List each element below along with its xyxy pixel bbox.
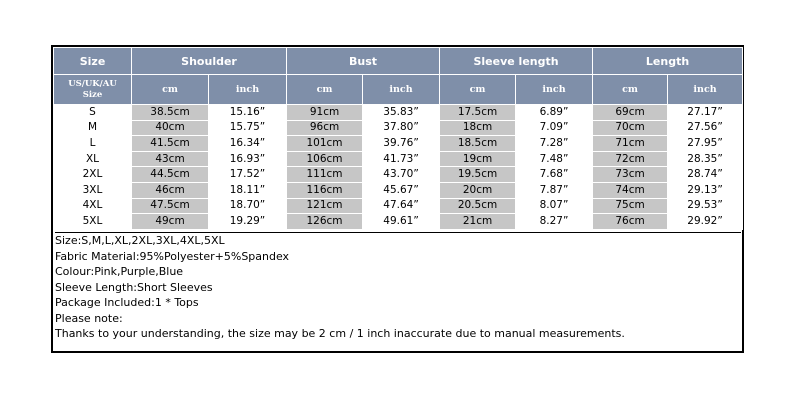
inch-cell: 45.67”	[363, 182, 440, 198]
inch-cell: 8.07”	[516, 198, 593, 214]
cm-cell: 20cm	[440, 182, 516, 198]
inch-cell: 7.48”	[516, 151, 593, 167]
inch-cell: 27.95”	[668, 136, 743, 152]
size-cell: XL	[54, 151, 132, 167]
cm-cell: 116cm	[287, 182, 363, 198]
table-row	[54, 182, 743, 198]
inch-cell: 47.64”	[363, 198, 440, 214]
cm-cell: 38.5cm	[132, 105, 209, 121]
cm-cell: 40cm	[132, 120, 209, 136]
unit-cm: cm	[440, 75, 516, 105]
header-row	[54, 48, 743, 75]
inch-cell: 28.35”	[668, 151, 743, 167]
cm-cell: 19.5cm	[440, 167, 516, 183]
cm-cell: 101cm	[287, 136, 363, 152]
inch-cell: 8.27”	[516, 214, 593, 230]
inch-cell: 49.61”	[363, 214, 440, 230]
table-row	[54, 105, 743, 121]
cm-cell: 46cm	[132, 182, 209, 198]
unit-inch: inch	[209, 75, 287, 105]
header-shoulder: Shoulder	[132, 48, 287, 75]
inch-cell: 27.17”	[668, 105, 743, 121]
cm-cell: 72cm	[593, 151, 668, 167]
cm-cell: 43cm	[132, 151, 209, 167]
cm-cell: 91cm	[287, 105, 363, 121]
unit-row	[54, 75, 743, 105]
inch-cell: 35.83”	[363, 105, 440, 121]
unit-inch: inch	[516, 75, 593, 105]
size-region-label-line1: US/UK/AU	[68, 78, 117, 89]
inch-cell: 27.56”	[668, 120, 743, 136]
cm-cell: 49cm	[132, 214, 209, 230]
size-table	[53, 47, 743, 230]
size-cell: 2XL	[54, 167, 132, 183]
unit-inch: inch	[363, 75, 440, 105]
inch-cell: 29.13”	[668, 182, 743, 198]
unit-cm: cm	[287, 75, 363, 105]
inch-cell: 15.16”	[209, 105, 287, 121]
cm-cell: 18cm	[440, 120, 516, 136]
inch-cell: 6.89”	[516, 105, 593, 121]
cm-cell: 111cm	[287, 167, 363, 183]
inch-cell: 29.53”	[668, 198, 743, 214]
inch-cell: 29.92”	[668, 214, 743, 230]
note-line: Please note:	[55, 311, 123, 325]
note-line: Colour:Pink,Purple,Blue	[55, 265, 184, 278]
size-cell: 3XL	[54, 182, 132, 198]
inch-cell: 17.52”	[209, 167, 287, 183]
cm-cell: 41.5cm	[132, 136, 209, 152]
inch-cell: 7.09”	[516, 120, 593, 136]
inch-cell: 43.70”	[363, 167, 440, 183]
cm-cell: 47.5cm	[132, 198, 209, 214]
table-row	[54, 198, 743, 214]
cm-cell: 106cm	[287, 151, 363, 167]
header-size: Size	[54, 48, 132, 75]
unit-cm: cm	[593, 75, 668, 105]
header-sleeve-length: Sleeve length	[440, 48, 593, 75]
cm-cell: 121cm	[287, 198, 363, 214]
cm-cell: 76cm	[593, 214, 668, 230]
inch-cell: 7.87”	[516, 182, 593, 198]
cm-cell: 74cm	[593, 182, 668, 198]
note-line: Size:S,M,L,XL,2XL,3XL,4XL,5XL	[55, 234, 225, 247]
table-row	[54, 120, 743, 136]
inch-cell: 15.75”	[209, 120, 287, 136]
cm-cell: 96cm	[287, 120, 363, 136]
cm-cell: 71cm	[593, 136, 668, 152]
cm-cell: 70cm	[593, 120, 668, 136]
inch-cell: 7.68”	[516, 167, 593, 183]
product-notes	[55, 232, 741, 342]
cm-cell: 20.5cm	[440, 198, 516, 214]
unit-cm: cm	[132, 75, 209, 105]
inch-cell: 37.80”	[363, 120, 440, 136]
inch-cell: 19.29”	[209, 214, 287, 230]
size-cell: L	[54, 136, 132, 152]
size-cell: M	[54, 120, 132, 136]
cm-cell: 17.5cm	[440, 105, 516, 121]
header-bust: Bust	[287, 48, 440, 75]
inch-cell: 18.70”	[209, 198, 287, 214]
note-line: Sleeve Length:Short Sleeves	[55, 280, 213, 294]
inch-cell: 39.76”	[363, 136, 440, 152]
table-row	[54, 167, 743, 183]
cm-cell: 19cm	[440, 151, 516, 167]
cm-cell: 21cm	[440, 214, 516, 230]
inch-cell: 28.74”	[668, 167, 743, 183]
header-length: Length	[593, 48, 743, 75]
size-chart	[51, 45, 744, 353]
size-cell: 5XL	[54, 214, 132, 230]
size-cell: 4XL	[54, 198, 132, 214]
note-line: Thanks to your understanding, the size may be 2 cm / 1 inch inaccurate due to manual measurements.	[55, 327, 625, 340]
table-row	[54, 214, 743, 230]
size-table-body	[54, 105, 743, 230]
table-row	[54, 136, 743, 152]
inch-cell: 16.93”	[209, 151, 287, 167]
inch-cell: 7.28”	[516, 136, 593, 152]
cm-cell: 126cm	[287, 214, 363, 230]
note-line: Fabric Material:95%Polyester+5%Spandex	[55, 249, 290, 263]
cm-cell: 73cm	[593, 167, 668, 183]
cm-cell: 69cm	[593, 105, 668, 121]
unit-inch: inch	[668, 75, 743, 105]
cm-cell: 75cm	[593, 198, 668, 214]
cm-cell: 18.5cm	[440, 136, 516, 152]
size-region-label	[54, 75, 132, 105]
inch-cell: 41.73”	[363, 151, 440, 167]
size-region-label-line2: Size	[82, 89, 103, 100]
size-cell: S	[54, 105, 132, 121]
table-row	[54, 151, 743, 167]
cm-cell: 44.5cm	[132, 167, 209, 183]
inch-cell: 16.34”	[209, 136, 287, 152]
note-line: Package Included:1 * Tops	[55, 296, 199, 309]
inch-cell: 18.11”	[209, 182, 287, 198]
